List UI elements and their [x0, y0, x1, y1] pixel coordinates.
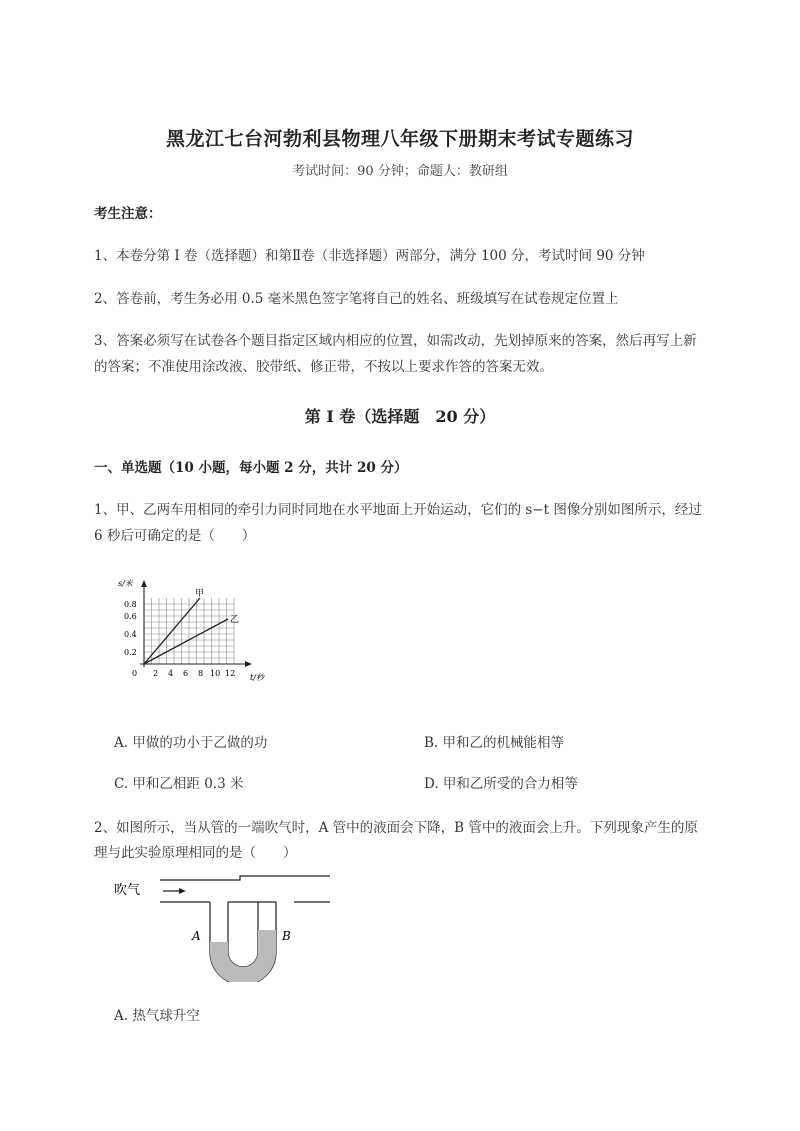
notice-item-3-cont: 的答案；不准使用涂改液、胶带纸、修正带，不按以上要求作答的答案无效。: [94, 359, 553, 375]
page-title: 黑龙江七台河勃利县物理八年级下册期末考试专题练习: [165, 128, 634, 150]
st-graph: [110, 572, 280, 687]
tube-a-label: A: [192, 929, 201, 943]
blow-label: 吹气: [114, 883, 141, 898]
x-tick-label: 12: [225, 669, 236, 678]
notice-item-2: 2、答卷前，考生务必用 0.5 毫米黑色签字笔将自己的姓名、班级填写在试卷规定位置上: [94, 291, 619, 307]
question-1-stem-cont: 6 秒后可确定的是（ ）: [94, 528, 256, 544]
origin-label: 0: [132, 669, 138, 678]
question-1-option-b[interactable]: B. 甲和乙的机械能相等: [424, 735, 565, 751]
liquid: [210, 930, 276, 982]
x-axis-arrow: [245, 661, 252, 667]
line-jia: [144, 598, 200, 664]
x-tick-label: 10: [210, 669, 221, 678]
question-2-stem: 2、如图所示，当从管的一端吹气时，A 管中的液面会下降，B 管中的液面会上升。下列现象产生的原: [94, 820, 698, 836]
question-2-stem-cont: 理与此实验原理相同的是（ ）: [94, 845, 297, 861]
tube-outline: [160, 876, 330, 982]
u-tube-figure: [110, 872, 340, 982]
y-tick-label: 0.2: [124, 648, 137, 657]
question-1-option-a[interactable]: A. 甲做的功小于乙做的功: [114, 735, 268, 751]
y-axis-arrow: [141, 580, 147, 587]
y-tick-label: 0.8: [124, 600, 137, 609]
section-title: 第 I 卷（选择题 20 分）: [304, 407, 496, 426]
blow-arrowhead: [179, 888, 186, 894]
x-tick-label: 4: [168, 669, 174, 678]
exam-info: 考试时间：90 分钟；命题人：教研组: [292, 164, 508, 179]
part-heading: 一、单选题（10 小题，每小题 2 分，共计 20 分）: [94, 460, 408, 476]
tube-b-label: B: [282, 929, 291, 943]
y-tick-label: 0.4: [124, 630, 137, 639]
x-tick-label: 2: [153, 669, 159, 678]
notice-item-3: 3、答案必须写在试卷各个题目指定区域内相应的位置，如需改动，先划掉原来的答案，然后再写上新: [94, 333, 697, 349]
line-yi-label: 乙: [230, 615, 240, 625]
question-1-option-c[interactable]: C. 甲和乙相距 0.3 米: [114, 776, 244, 792]
graph-grid: [144, 598, 234, 664]
question-1-option-d[interactable]: D. 甲和乙所受的合力相等: [424, 776, 578, 792]
y-axis-label: s/米: [118, 579, 133, 588]
x-tick-label: 6: [183, 669, 189, 678]
x-axis-label: t/秒: [250, 673, 264, 682]
question-1-stem: 1、甲、乙两车用相同的牵引力同时同地在水平地面上开始运动，它们的 s−t 图像分别如图所示，经过: [94, 502, 702, 518]
line-yi: [144, 619, 228, 664]
notice-item-1: 1、本卷分第 I 卷（选择题）和第Ⅱ卷（非选择题）两部分，满分 100 分，考试时间 90 分钟: [94, 248, 645, 264]
notice-heading: 考生注意：: [94, 206, 162, 222]
question-2-option-a[interactable]: A. 热气球升空: [114, 1008, 200, 1024]
y-tick-label: 0.6: [124, 612, 137, 621]
line-jia-label: 甲: [195, 589, 205, 599]
x-tick-label: 8: [198, 669, 204, 678]
